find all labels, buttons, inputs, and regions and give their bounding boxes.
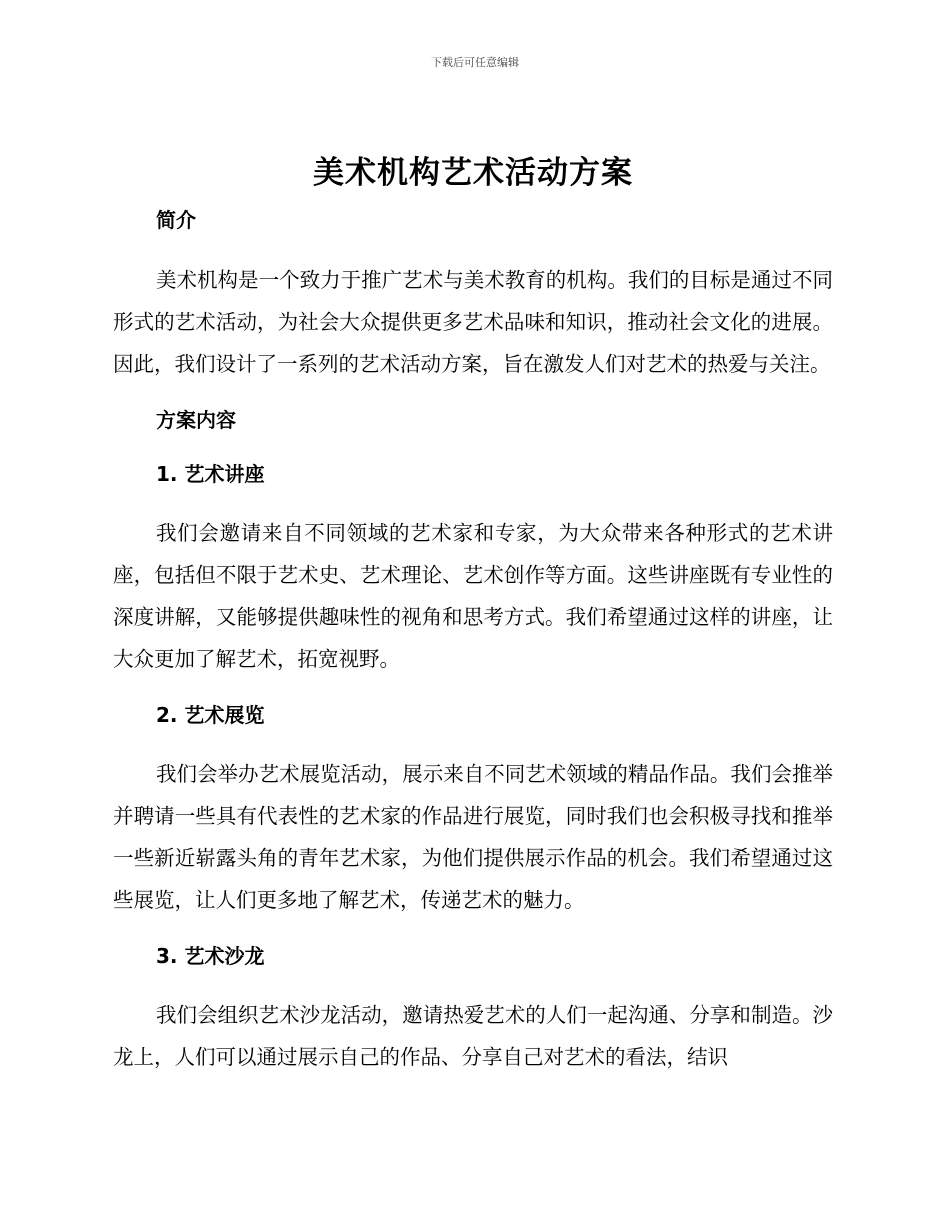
intro-paragraph: 美术机构是一个致力于推广艺术与美术教育的机构。我们的目标是通过不同形式的艺术活动，为社会大众提供更多艺术品味和知识，推动社会文化的进展。因此，我们设计了一系列的艺术活动方案，旨在激发人们对艺术的热爱与关注。	[113, 268, 833, 376]
plan-heading: 方案内容	[156, 408, 236, 432]
document-body	[113, 150, 833, 1078]
item1-heading: 1. 艺术讲座	[156, 462, 265, 486]
item3-heading: 3. 艺术沙龙	[156, 944, 265, 968]
item3-paragraph: 我们会组织艺术沙龙活动，邀请热爱艺术的人们一起沟通、分享和制造。沙龙上，人们可以通过展示自己的作品、分享自己对艺术的看法，结识	[113, 1003, 833, 1069]
item2-paragraph: 我们会举办艺术展览活动，展示来自不同艺术领域的精品作品。我们会推举并聘请一些具有代表性的艺术家的作品进行展览，同时我们也会积极寻找和推举一些新近崭露头角的青年艺术家，为他们提供展示作品的机会。我们希望通过这些展览，让人们更多地了解艺术，传递艺术的魅力。	[113, 762, 833, 912]
intro-heading: 简介	[156, 208, 196, 232]
item2-heading: 2. 艺术展览	[156, 703, 265, 727]
document-title: 美术机构艺术活动方案	[313, 155, 633, 191]
header-note: 下载后可任意编辑	[431, 56, 519, 69]
item1-paragraph: 我们会邀请来自不同领域的艺术家和专家，为大众带来各种形式的艺术讲座，包括但不限于艺术史、艺术理论、艺术创作等方面。这些讲座既有专业性的深度讲解，又能够提供趣味性的视角和思考方式。我们希望通过这样的讲座，让大众更加了解艺术，拓宽视野。	[113, 521, 833, 671]
